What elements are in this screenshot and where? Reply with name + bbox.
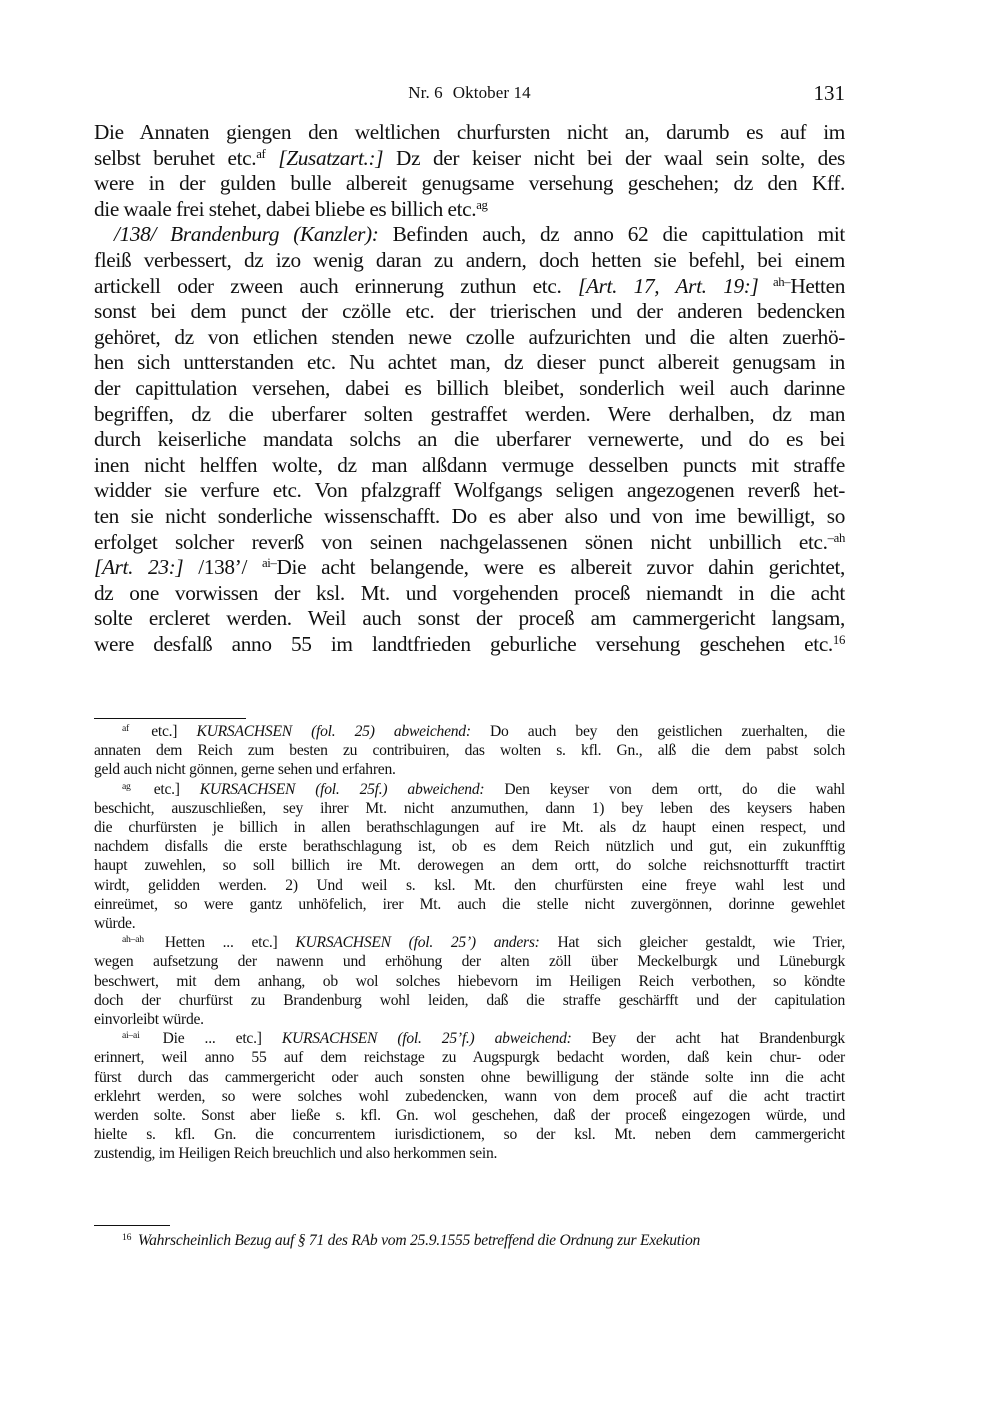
footnote-source: KURSACHSEN (fol. 25’f.) abweichend: xyxy=(281,1030,572,1048)
footnote-ref-ai-start[interactable]: ai– xyxy=(261,556,277,571)
footnote-line: erklehrt werden, so were solches wohl zubedencken, wann von dem proceß auf die acht tractirt xyxy=(94,1087,845,1105)
page-number: 131 xyxy=(813,81,845,105)
text-line: durch keiserliche mandata solchs an die uberfarer vernewerte, und do es bei xyxy=(94,427,845,452)
footnote-mark: ah–ah xyxy=(122,934,144,946)
footnote-line: $^{ah-ah}$ Hetten ... etc.] KURSACHSEN (fol. 25’) anders: Hat sich gleicher gestaldt, wie Trier, xyxy=(122,934,846,952)
editorial-heading: [Zusatzart.:] xyxy=(265,145,384,170)
main-text xyxy=(94,120,845,657)
footnote-line: nachdem disfalls die erste berathschlagung ist, ob es dem Reich nützlich und gut, ein zukunfftig xyxy=(94,838,845,856)
footnote-16 xyxy=(94,1231,845,1250)
footnote-ah xyxy=(94,933,845,1029)
text-line: solte ercleret werden. Weil auch sonst der proceß am cammergericht langsam, xyxy=(94,606,845,631)
page xyxy=(94,78,845,657)
footnote-text: Wahrscheinlich Bezug auf § 71 des RAb vom 25.9.1555 betreffend die Ordnung zur Exekution xyxy=(137,1232,701,1249)
paragraph-annaten xyxy=(94,120,845,222)
footnote-af xyxy=(94,722,845,780)
footnote-line xyxy=(94,1231,845,1250)
text-line: gehöret, dz von etlichen stenden newe czolle aufzurichten und die alten zuerhö- xyxy=(94,324,845,349)
footnote-mark: 16 xyxy=(122,1232,132,1244)
footnote-source: KURSACHSEN (fol. 25) abweichend: xyxy=(196,723,471,740)
text-line: were in der gulden bulle albereit genugsame versehung geschehen; dz den Kff. xyxy=(94,171,845,196)
text-line: hen sich untterstanden etc. Nu achtet man, dz dieser punct albereit genugsam in xyxy=(94,350,845,375)
text-line: were desfalß anno 55 im landtfrieden geburliche versehung geschehen etc.$^{16}$ xyxy=(94,631,845,656)
footnote-line: annaten dem Reich zum besten zu contribuiren, das wolten s. kfl. Gn., alß die dem pabst solch xyxy=(94,742,845,760)
footnote-line: $^{ag}$ etc.] KURSACHSEN (fol. 25f.) abweichend: Den keyser von dem ortt, do die wahl xyxy=(122,780,845,798)
footnote-line: erinnert, weil anno 55 auf dem reichstage zu Augspurgk bedacht worden, daß kein chur- oder xyxy=(94,1049,845,1067)
footnote-line: $^{ai-ai}$ Die ... etc.] KURSACHSEN (fol. 25’f.) abweichend: Bey der acht hat Brandenburgk xyxy=(122,1030,845,1048)
footnote-lemma: etc.] xyxy=(151,723,178,740)
footnote-source: KURSACHSEN (fol. 25f.) abweichend: xyxy=(199,780,485,798)
footnote-divider-numbered xyxy=(94,1225,170,1226)
text-line: Die Annaten giengen den weltlichen churfursten nicht an, darumb es auf im xyxy=(94,120,845,144)
footnote-lemma: Hetten ... etc.] xyxy=(164,934,278,952)
footnote-line: haupt zuwehlen, so soll billich ire Mt. derowegen an dem ortt, do solche reichsnotturfft tractirt xyxy=(94,857,845,875)
numbered-footnotes xyxy=(94,1231,845,1250)
footnote-ai xyxy=(94,1029,845,1163)
text-line: der capittulation versehen, dabei es billich bleibet, sonderlich weil auch darinne xyxy=(94,375,845,400)
footnote-divider-lettered xyxy=(94,718,246,719)
text-line: widder sie verfure etc. Von pfalzgraff Wolfgangs seligen angezogenen reverß het- xyxy=(94,478,845,503)
folio-marker: /138’/ xyxy=(183,555,262,580)
lettered-footnotes xyxy=(94,722,845,1164)
article-reference: [Art. 23:] xyxy=(94,555,184,580)
footnote-source: KURSACHSEN (fol. 25’) anders: xyxy=(295,934,540,952)
text-line: sonst bei dem punct der czölle etc. der trierischen und der anderen bedencken xyxy=(94,299,845,324)
text-line: die waale frei stehet, dabei bliebe es billich etc.$^{ag}$ xyxy=(94,196,488,221)
footnote-mark: ai–ai xyxy=(122,1030,140,1042)
footnote-line: werden solte. Sonst aber ließe s. kfl. Gn. wol geschehen, daß der proceß eingezogen würde, und xyxy=(94,1107,845,1125)
footnote-ref-ah-end[interactable]: –ah xyxy=(827,530,845,545)
text-line: ten sie nicht sonderliche wissenschafft. Do es aber also und von ime bewilligt, so xyxy=(94,503,845,528)
footnote-line: wirdt, gelidden werden. 2) Und weil s. ksl. Mt. den churfürsten eine freye wahl lest und xyxy=(94,876,845,894)
footnote-line: beschicht, auszuschließen, sey ihrer Mt. nicht anzumuthen, dann 1) bey leben des keysers haben xyxy=(94,799,845,817)
footnote-ref-ag[interactable]: ag xyxy=(476,197,488,212)
footnote-line: wegen aufsetzung der nawenn und erhöhung der alten zöll über Meckelburgk und Lüneburgk xyxy=(94,953,845,971)
text-line: fleiß verbessert, dz izo wenig daran zu andern, doch hetten sie befehl, bei einem xyxy=(94,247,845,272)
footnote-line: hielte s. kfl. Gn. die concurrentem iurisdictionem, so der ksl. Mt. neben dem cammergericht xyxy=(94,1126,845,1144)
footnote-line: die churfürsten je billich in allen berathschlagungen auf ire Mt. als dz haupt einen respect, und xyxy=(94,819,845,837)
footnote-line: fürst durch das cammergericht oder auch sonsten ohne bewilligung der stände solte inn die acht xyxy=(94,1068,845,1086)
text-line: erfolget solcher reverß von seinen nachgelassenen sönen nicht unbillich etc.$^{-ah}$ xyxy=(94,529,845,554)
footnote-mark: ag xyxy=(122,780,131,792)
footnote-line: würde. xyxy=(94,915,136,933)
text-line: dz one vorwissen der ksl. Mt. und vorgehenden proceß niemandt in die acht xyxy=(94,580,845,605)
text-line: inen nicht helffen wolte, dz man alßdann vermuge desselben puncts mit straffe xyxy=(94,452,845,477)
footnote-line: einvorleibt würde. xyxy=(94,1011,204,1029)
paragraph-brandenburg xyxy=(94,222,845,657)
document-date: Oktober 14 xyxy=(452,83,531,102)
text-line: selbst beruhet etc.$^{af}$ [Zusatzart.:] Dz der keiser nicht bei der waal sein solte, des xyxy=(94,145,845,170)
footnote-line: beschwert, mit dem anhang, ob wol solches hiebevorn im Heiligen Reich verbothen, so köndte xyxy=(94,972,845,990)
footnote-lemma: etc.] xyxy=(153,780,180,798)
footnote-line: einreümet, so were gantz unhöfelich, irer Mt. auch die stelle nicht zuvergönnen, dorinne gewehlet xyxy=(94,895,845,913)
footnote-mark: af xyxy=(122,723,130,735)
document-number: Nr. 6 xyxy=(408,83,443,102)
article-reference: [Art. 17, Art. 19:] xyxy=(578,273,759,298)
footnote-line: zustendig, im Heiligen Reich breuchlich und also herkommen sein. xyxy=(94,1145,498,1163)
footnote-lemma: Die ... etc.] xyxy=(162,1030,262,1048)
speaker-label: /138/ Brandenburg (Kanzler): xyxy=(114,222,379,247)
running-head xyxy=(94,78,845,108)
text-line: begriffen, dz die uberfarer solten gestraffet werden. Were derhalben, dz man xyxy=(94,401,845,426)
footnote-ref-16[interactable]: 16 xyxy=(832,632,845,647)
text-line: [Art. 23:] /138’/ $^{ai-}$Die acht belangende, were es albereit zuvor dahin gerichtet, xyxy=(94,555,845,580)
text-line: /138/ Brandenburg (Kanzler): Befinden auch, dz anno 62 die capittulation mit xyxy=(114,222,845,247)
text-line: artickell oder zween auch erinnerung zuthun etc. [Art. 17, Art. 19:] $^{ah-}$Hetten xyxy=(94,273,845,298)
footnote-line: geld auch nicht gönnen, gerne sehen und erfahren. xyxy=(94,761,396,779)
footnote-line: $^{af}$ etc.] KURSACHSEN (fol. 25) abweichend: Do auch bey den geistlichen zuerhalten, die xyxy=(122,723,845,740)
footnote-ref-ah-start[interactable]: ah– xyxy=(758,274,791,289)
footnote-line: doch der churfürst zu Brandenburg wohl leiden, daß die straffe geschärfft und der capitulation xyxy=(94,991,845,1009)
footnote-ag xyxy=(94,780,845,934)
running-head-title xyxy=(94,78,845,108)
footnote-ref-af[interactable]: af xyxy=(256,146,266,161)
